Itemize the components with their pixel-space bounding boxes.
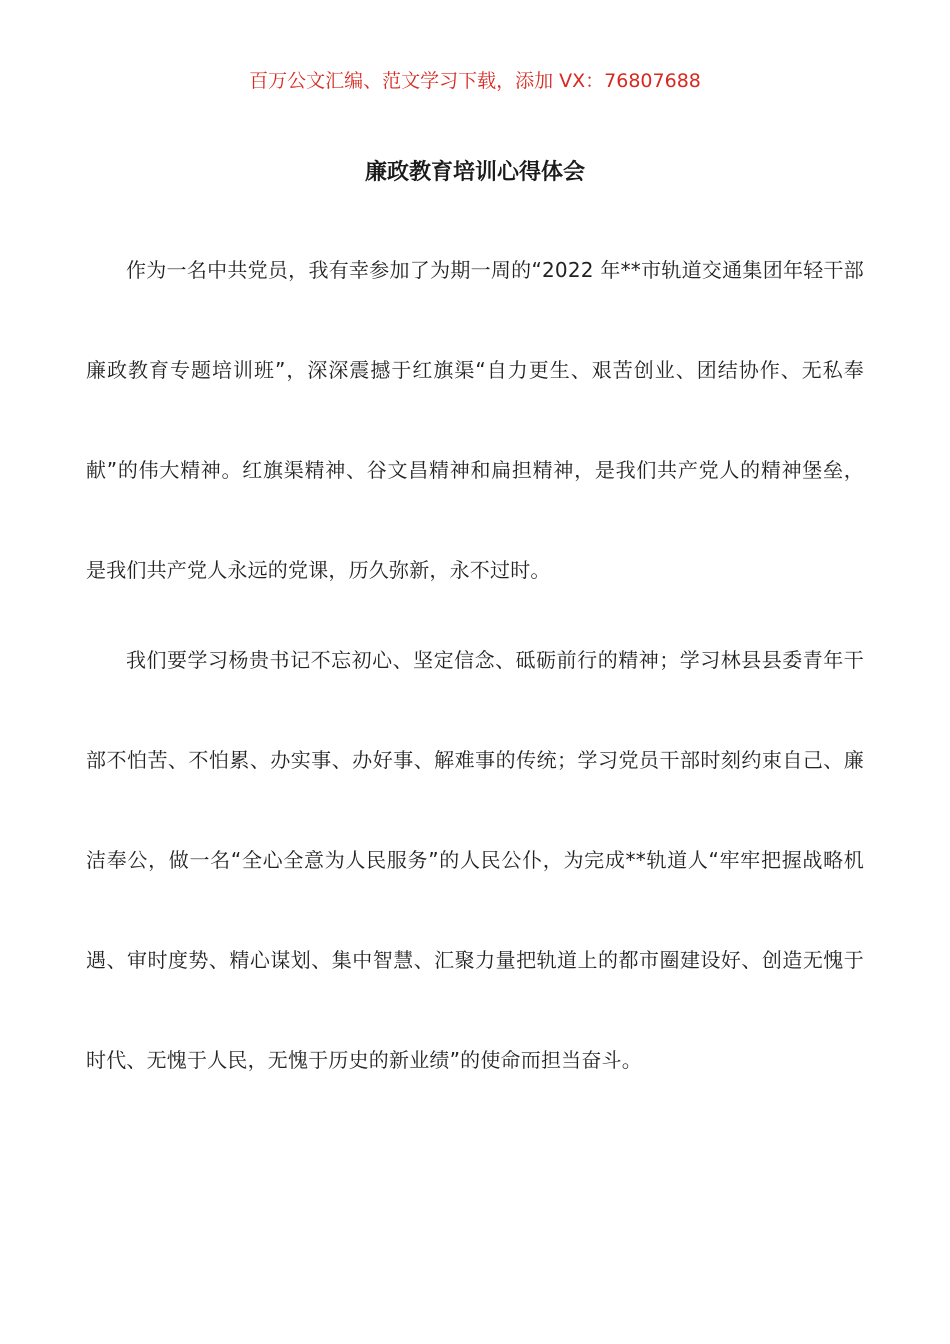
body-paragraph-2: 我们要学习杨贵书记不忘初心、坚定信念、砥砺前行的精神；学习林县县委青年干部不怕苦、不怕累、办实事、办好事、解难事的传统；学习党员干部时刻约束自己、廉洁奉公，做一名“全心全意为人民服务”的人民公仆，为完成**轨道人“牢牢把握战略机遇、审时度势、精心谋划、集中智慧、汇聚力量把轨道上的都市圈建设好、创造无愧于时代、无愧于人民，无愧于历史的新业绩”的使命而担当奋斗。 — [86, 648, 864, 1072]
header-watermark-note: 百万公文汇编、范文学习下载，添加 VX：76807688 — [249, 70, 701, 92]
document-title: 廉政教育培训心得体会 — [364, 160, 585, 185]
body-paragraph-1: 作为一名中共党员，我有幸参加了为期一周的“2022 年**市轨道交通集团年轻干部廉政教育专题培训班”，深深震撼于红旗渠“自力更生、艰苦创业、团结协作、无私奉献”的伟大精神。红旗渠精神、谷文昌精神和扁担精神，是我们共产党人的精神堡垒，是我们共产党人永远的党课，历久弥新，永不过时。 — [86, 258, 864, 582]
